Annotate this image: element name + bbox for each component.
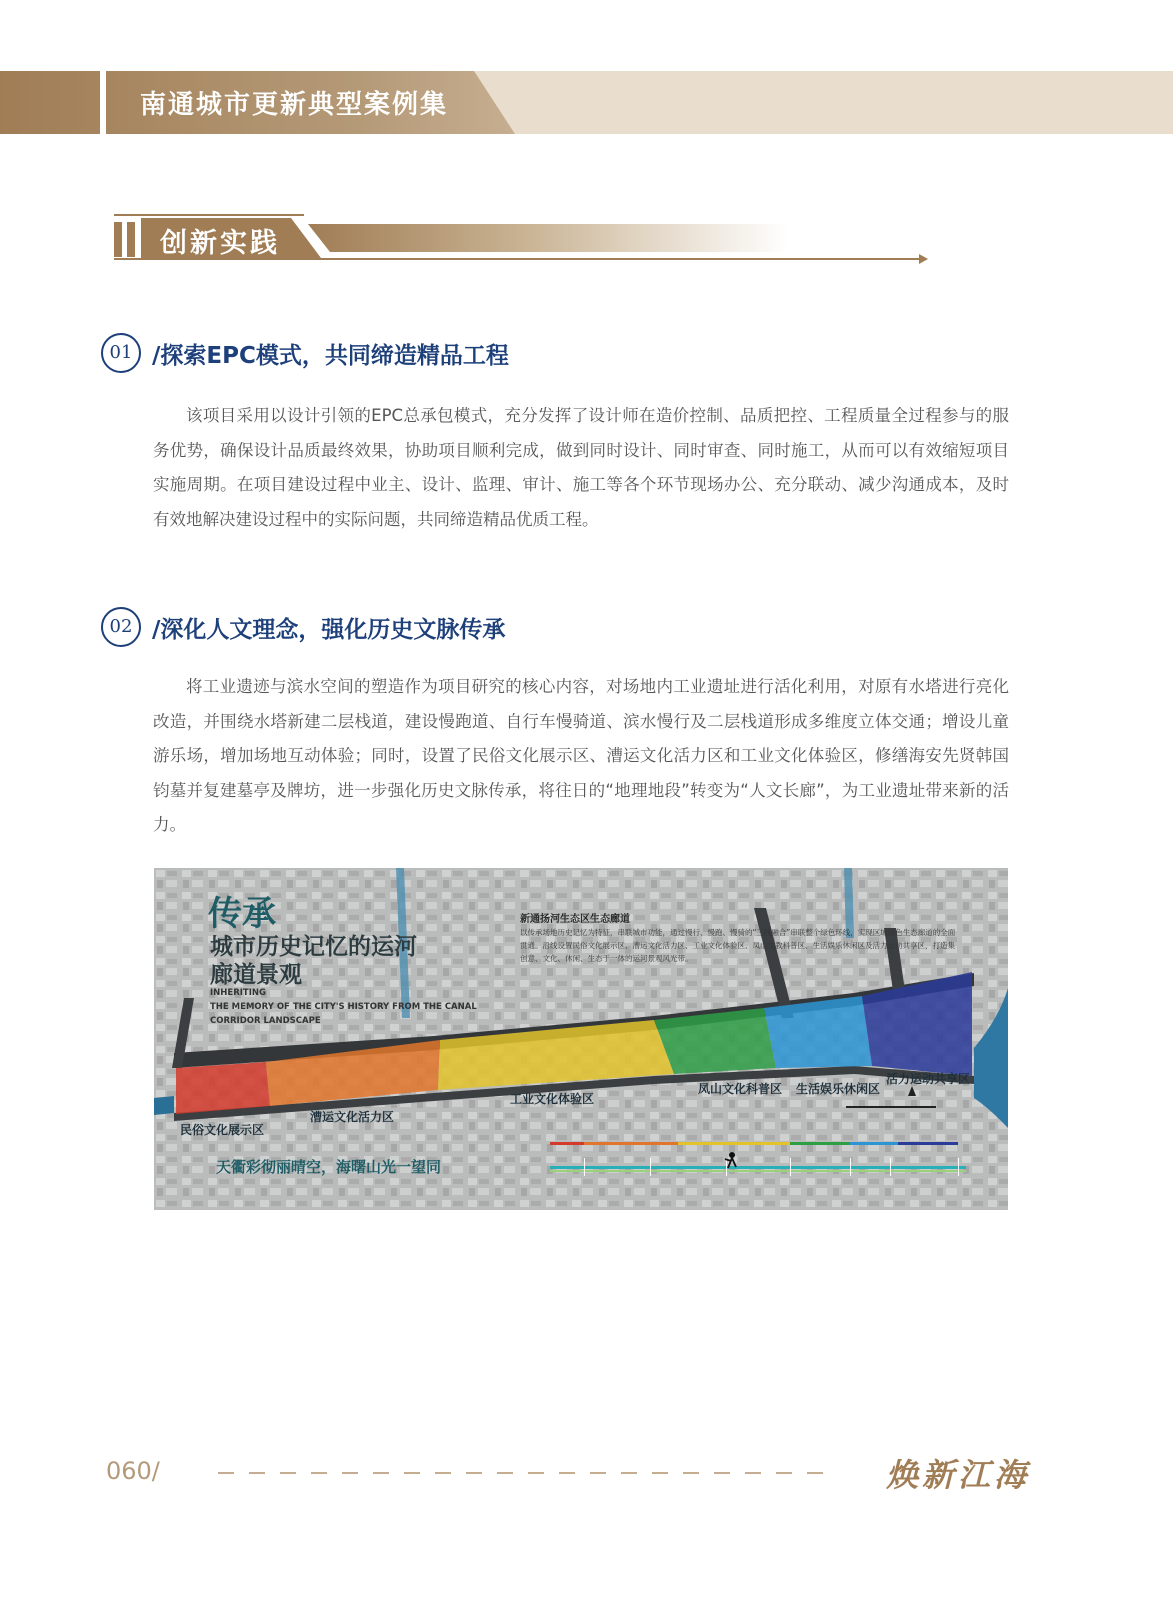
subsection-title-02: /深化人文理念，强化历史文脉传承 [152,617,506,643]
map-title: 传承 [208,894,276,934]
banner-bar [127,222,135,257]
subsection-body-01: 该项目采用以设计引领的EPC总承包模式，充分发挥了设计师在造价控制、品质把控、工程质量全过程参与的服务优势，确保设计品质最终效果，协助项目顺利完成，做到同时设计、同时审查、同时施工，从而可以有效缩短项目实施周期。在项目建设过程中业主、设计、监理、审计、施工等各个环节现场办公、充分联动、减少沟通成本，及时有效地解决建设过程中的实际问题，共同缔造精品优质工程。 [153,406,1009,529]
map-title-line: 城市历史记忆的运河 [210,934,417,960]
banner-arrow-icon [919,254,928,264]
map-description-title: 新通扬河生态区生态廊道 [520,914,630,925]
zone-label: 工业文化体验区 [510,1092,595,1106]
map-english-title: THE MEMORY OF THE CITY'S HISTORY FROM THE CANAL [210,1002,477,1012]
banner-top-line [114,214,304,216]
footer-divider [218,1472,830,1474]
map-description: 以传承场地历史记忆为特征，串联城市功能，通过慢行、慢跑、慢骑的“三线融合”串联整个绿色环线，实现区域绿色生态廊道的全面贯通。沿线设置民俗文化展示区、漕运文化活力区、工业文化体验区、凤山文教科普区、生活娱乐休闲区及活力运动共享区，打造集创意、文化、休闲、生态于一体的运河景观风光带。 [520,928,956,963]
map-english-title: INHERITING [210,988,266,998]
zone-label: 生活娱乐休闲区 [796,1082,881,1096]
map-title-line: 廊道景观 [210,962,302,988]
section-title: 创新实践 [160,228,280,259]
subsection-title-01: /探索EPC模式，共同缔造精品工程 [152,343,509,369]
zone-label: 漕运文化活力区 [310,1110,395,1124]
corridor-map-figure [154,868,1008,1210]
zone-label: 凤山文化科普区 [698,1082,783,1096]
footer-logo: 焕新江海 [886,1456,1031,1494]
header-stripe [100,71,106,134]
banner-bar [114,222,122,257]
subsection-number-01: 01 [101,333,141,373]
banner-gradient [308,224,788,252]
subsection-number-02: 02 [101,607,141,647]
publication-title: 南通城市更新典型案例集 [140,90,449,120]
zone-label: 活力运动共享区 [886,1072,971,1086]
page-number: 060/ [106,1457,160,1485]
map-english-title: CORRIDOR LANDSCAPE [210,1016,321,1026]
zone-label: 民俗文化展示区 [180,1123,265,1137]
map-slogan: 天衢彩彻丽晴空，海曙山光一望同 [216,1158,442,1176]
subsection-body-02: 将工业遗迹与滨水空间的塑造作为项目研究的核心内容，对场地内工业遗址进行活化利用，对原有水塔进行亮化改造，并围绕水塔新建二层栈道，建设慢跑道、自行车慢骑道、滨水慢行及二层栈道形成多维度立体交通；增设儿童游乐场，增加场地互动体验；同时，设置了民俗文化展示区、漕运文化活力区和工业文化体验区，修缮海安先贤韩国钧墓并复建墓亭及牌坊，进一步强化历史文脉传承，将往日的“地理地段”转变为“人文长廊”，为工业遗址带来新的活力。 [153,677,1009,834]
